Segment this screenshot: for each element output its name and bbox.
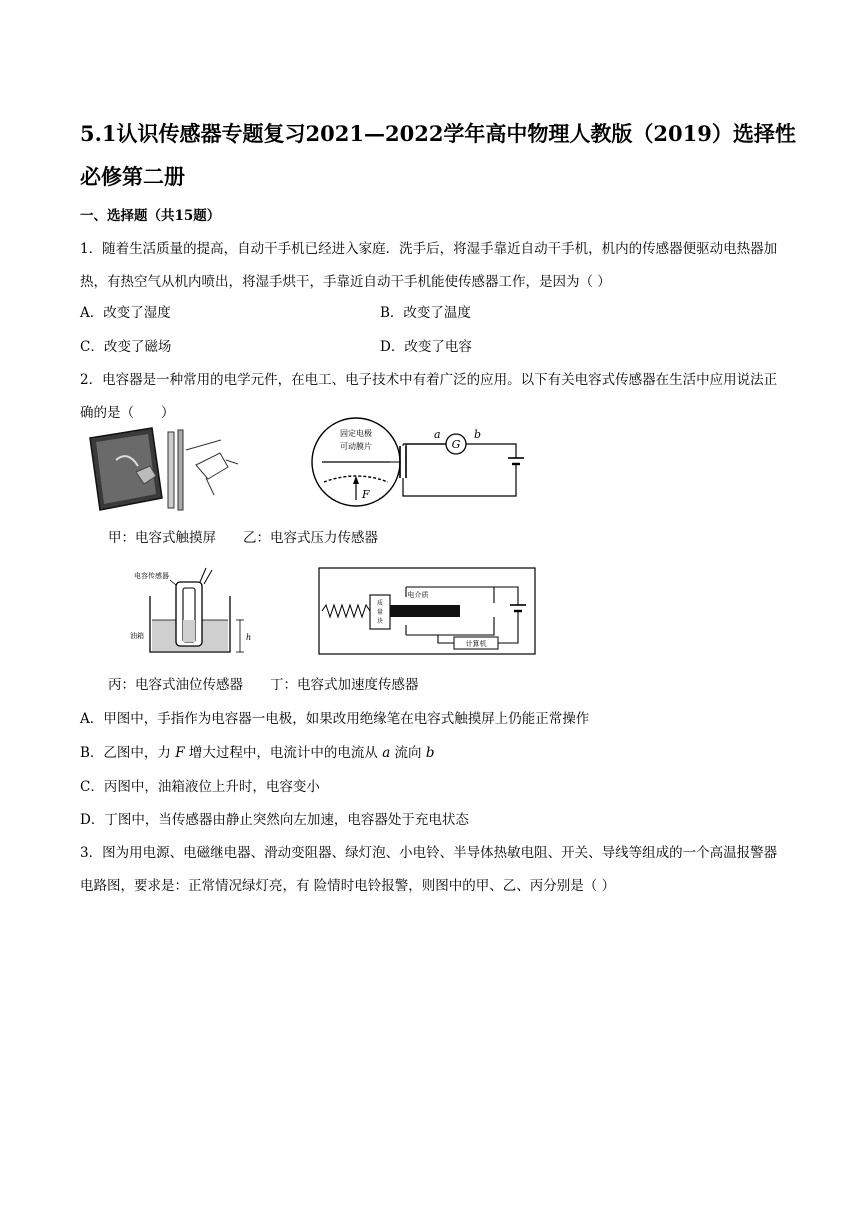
point-a-label: a [434, 428, 441, 441]
caption-row-2: 丙：电容式油位传感器 丁：电容式加速度传感器 [108, 677, 419, 693]
accelerometer-figure [318, 567, 538, 657]
mass-label-2: 量 [376, 609, 384, 616]
fixed-electrode-label: 固定电极 [340, 429, 372, 438]
question-1-text: 1．随着生活质量的提高，自动干手机已经进入家庭．洗手后，将湿手靠近自动干手机，机内的传感器便驱动电热器加热，有热空气从机内喷出，将湿手烘干，手靠近自动干手机能使传感器工作，是因为（ ） [80, 241, 778, 290]
question-2-text: 2．电容器是一种常用的电学元件，在电工、电子技术中有着广泛的应用。以下有关电容式传感器在生活中应用说法正确的是（ ） [80, 372, 778, 421]
q2-option-b: B．乙图中，力 F 增大过程中，电流计中的电流从 a 流向 b [80, 745, 435, 761]
oil-sensor-label: 电容传感器 [134, 572, 169, 580]
galvanometer-label: G [451, 438, 461, 451]
question-3-text: 3．图为用电源、电磁继电器、滑动变阻器、绿灯泡、小电铃、半导体热敏电阻、开关、导线等组成的一个高温报警器电路图，要求是：正常情况绿灯亮，有 险情时电铃报警，则图中的甲、乙、丙分别是（ ） [80, 845, 778, 894]
q2-option-c: C．丙图中，油箱液位上升时，电容变小 [80, 779, 320, 795]
q2-option-a: A．甲图中，手指作为电容器一电极，如果改用绝缘笔在电容式触摸屏上仍能正常操作 [80, 711, 590, 727]
q1-option-a: A．改变了湿度 [80, 305, 171, 321]
point-b-label: b [474, 428, 482, 441]
touchscreen-figure [86, 420, 246, 515]
movable-membrane-label: 可动膜片 [340, 442, 372, 451]
q2-option-d: D．丁图中，当传感器由静止突然向左加速，电容器处于充电状态 [80, 812, 469, 828]
mass-label-3: 块 [376, 618, 384, 625]
pressure-sensor-figure [310, 400, 540, 510]
mass-label-1: 质 [376, 600, 384, 607]
document-title: 5.1认识传感器专题复习2021—2022学年高中物理人教版（2019）选择性必修第二册 [80, 121, 796, 189]
q1-option-b: B．改变了温度 [380, 305, 471, 321]
q1-option-d: D．改变了电容 [380, 339, 472, 355]
caption-row-1: 甲：电容式触摸屏 乙：电容式压力传感器 [108, 530, 378, 546]
q1-option-c: C．改变了磁场 [80, 339, 172, 355]
force-label: F [362, 488, 370, 501]
dielectric-label: 电介质 [407, 591, 429, 599]
computer-label: 计算机 [465, 640, 487, 648]
height-label: h [246, 633, 252, 642]
oil-tank-label: 油箱 [130, 632, 144, 640]
section-heading: 一、选择题（共15题） [80, 208, 221, 224]
oil-level-figure [130, 566, 260, 662]
